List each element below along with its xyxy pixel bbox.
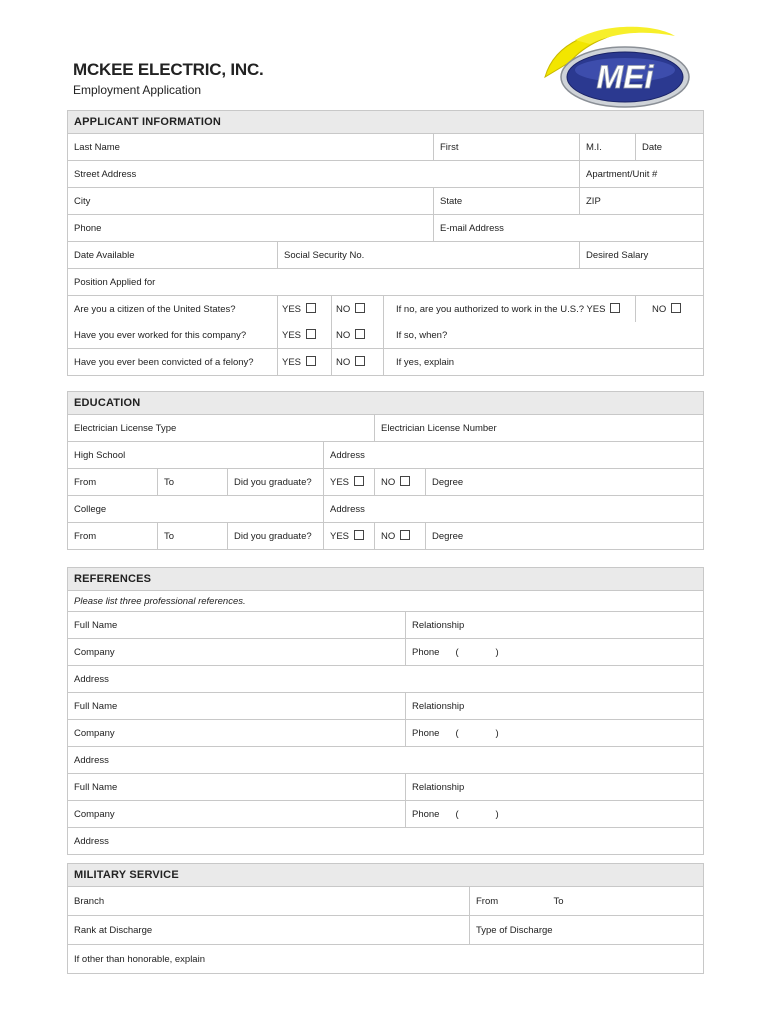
high-school-from-field[interactable]: From [68,469,158,496]
form-subtitle: Employment Application [73,83,202,97]
worked-when-field[interactable]: If so, when? [384,322,704,349]
street-address-field[interactable]: Street Address [68,161,580,188]
citizen-no-checkbox[interactable] [355,303,365,313]
reference-3-relationship-field[interactable]: Relationship [406,774,704,801]
reference-1-relationship-field[interactable]: Relationship [406,612,704,639]
phone-field[interactable]: Phone [68,215,434,242]
high-school-degree-field[interactable]: Degree [426,469,704,496]
reference-3-phone-field[interactable]: ) [490,801,704,828]
rank-field[interactable]: Rank at Discharge [68,916,470,945]
discharge-explain-field[interactable]: If other than honorable, explain [68,945,704,974]
reference-2-relationship-field[interactable]: Relationship [406,693,704,720]
felony-explain-field[interactable]: If yes, explain [384,349,704,376]
company-logo [525,22,695,112]
authorized-yes-checkbox[interactable] [610,303,620,313]
high-school-no-checkbox[interactable] [400,476,410,486]
felony-no-checkbox[interactable] [355,356,365,366]
reference-3-phone-label: Phone [406,801,450,828]
first-name-field[interactable]: First [434,134,580,161]
applicant-header: APPLICANT INFORMATION [68,111,704,134]
apartment-field[interactable]: Apartment/Unit # [580,161,704,188]
position-field[interactable]: Position Applied for [68,269,704,296]
reference-2-phone-label: Phone [406,720,450,747]
citizen-question: Are you a citizen of the United States? [68,296,278,323]
state-field[interactable]: State [434,188,580,215]
college-from-field[interactable]: From [68,523,158,550]
reference-3-company-field[interactable]: Company [68,801,406,828]
references-header: REFERENCES [68,568,704,591]
reference-2-name-field[interactable]: Full Name [68,693,406,720]
citizen-yes-checkbox[interactable] [306,303,316,313]
date-available-field[interactable]: Date Available [68,242,278,269]
reference-2-address-field[interactable]: Address [68,747,704,774]
reference-1-company-field[interactable]: Company [68,639,406,666]
high-school-yes-checkbox[interactable] [354,476,364,486]
date-field[interactable]: Date [636,134,704,161]
reference-2-company-field[interactable]: Company [68,720,406,747]
college-graduate-question: Did you graduate? [228,523,324,550]
high-school-address-field[interactable]: Address [324,442,704,469]
college-to-field[interactable]: To [158,523,228,550]
ssn-field[interactable]: Social Security No. [278,242,580,269]
references-section: REFERENCES Please list three professional references. Full Name Relationship Company Phone ( ) Address Full Name Relationship Company Phone ( ) Address Full Name Relationship Company Phone ( ) Address [67,567,704,855]
reference-2-phone-field[interactable]: ) [490,720,704,747]
reference-1-phone-label: Phone [406,639,450,666]
felony-question: Have you ever been convicted of a felony? [68,349,278,376]
military-to-field[interactable]: To [548,887,704,916]
college-degree-field[interactable]: Degree [426,523,704,550]
reference-1-name-field[interactable]: Full Name [68,612,406,639]
last-name-field[interactable]: Last Name [68,134,434,161]
military-section [67,863,704,974]
svg-text:MEi: MEi [596,59,654,95]
desired-salary-field[interactable]: Desired Salary [580,242,704,269]
branch-field[interactable]: Branch [68,887,470,916]
college-address-field[interactable]: Address [324,496,704,523]
college-yes-checkbox[interactable] [354,530,364,540]
authorized-no-checkbox[interactable] [671,303,681,313]
education-header: EDUCATION [68,392,704,415]
authorized-question: If no, are you authorized to work in the U.S.? YES [384,296,636,323]
reference-1-address-field[interactable]: Address [68,666,704,693]
felony-yes-checkbox[interactable] [306,356,316,366]
military-header: MILITARY SERVICE [68,864,704,887]
reference-3-name-field[interactable]: Full Name [68,774,406,801]
college-field[interactable]: College [68,496,324,523]
college-no-checkbox[interactable] [400,530,410,540]
company-name: MCKEE ELECTRIC, INC. [73,60,264,79]
worked-yes-checkbox[interactable] [306,329,316,339]
reference-3-address-field[interactable]: Address [68,828,704,855]
reference-1-phone-field[interactable]: ) [490,639,704,666]
discharge-type-field[interactable]: Type of Discharge [470,916,704,945]
worked-no-checkbox[interactable] [355,329,365,339]
license-type-field[interactable]: Electrician License Type [68,415,375,442]
worked-question: Have you ever worked for this company? [68,322,278,349]
high-school-to-field[interactable]: To [158,469,228,496]
email-field[interactable]: E-mail Address [434,215,704,242]
middle-initial-field[interactable]: M.I. [580,134,636,161]
high-school-graduate-question: Did you graduate? [228,469,324,496]
education-section: EDUCATION Electrician License Type Electrician License Number High School Address From To Did you graduate? YES NO Degree College Address From To Did you graduate? YES NO Degree [67,391,704,550]
high-school-field[interactable]: High School [68,442,324,469]
license-number-field[interactable]: Electrician License Number [375,415,704,442]
city-field[interactable]: City [68,188,434,215]
zip-field[interactable]: ZIP [580,188,704,215]
applicant-section: APPLICANT INFORMATION Last Name First M.I. Date Street Address Apartment/Unit # City State ZIP Phone E-mail Address Date Available Social Security No. Desired Salary Position Applied for Are you a citizen of the United States? YES NO If no, are you authorized to work in the U.S.? YES NO Have you ever worked for this company? YES NO If so, when? Have you ever been convicted of a felony? YES NO If yes, explain [67,110,704,376]
references-note: Please list three professional references. [68,591,704,612]
military-from-field[interactable]: From [470,887,548,916]
